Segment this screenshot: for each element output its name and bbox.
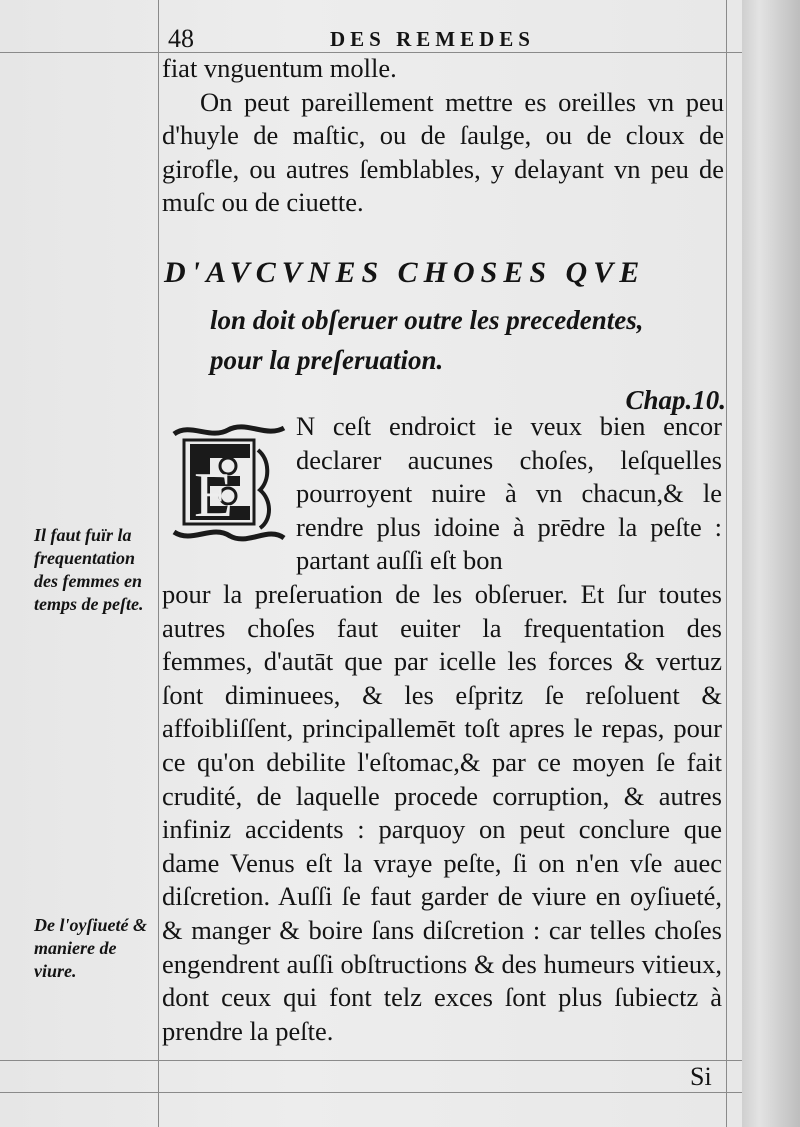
paragraph: On peut pareillement mettre es oreilles vn peu d'huyle de maſtic, ou de ſaulge, ou de cloux de girofle, ou autres ſemblables, y delayant vn peu de muſc ou de ciuette. [162, 86, 724, 217]
ruled-line-foot [0, 1092, 742, 1093]
subtitle-line: pour la preſeruation. [210, 345, 444, 375]
text-line: fiat vnguentum molle. [162, 53, 397, 83]
chapter-subtitle [210, 300, 726, 415]
page-header [168, 24, 728, 54]
subtitle-line: lon doit obſeruer outre les precedentes, [210, 305, 644, 335]
facing-page-edge [742, 0, 800, 1127]
margin-note-2: De l'oyſiueté & maniere de viure. [34, 915, 147, 981]
ruled-margin-left [158, 0, 159, 1127]
ruled-margin-right [726, 0, 727, 1127]
dropcap-letter: E [194, 459, 234, 530]
chapter-label: Chap.10. [625, 385, 726, 415]
wrapped-text: N ceſt endroict ie veux bien encor declarer aucunes choſes, leſquelles pourroyent nuire à vn chacun,& le rendre plus idoine à prēdre la peſte : partant auſſi eſt bon [296, 411, 722, 576]
page-number: 48 [168, 24, 194, 53]
chapter-title: D'AVCVNES CHOSES QVE [164, 256, 646, 289]
catchword: Si [690, 1062, 712, 1091]
main-paragraph [162, 410, 722, 1048]
running-title: DES REMEDES [330, 27, 535, 51]
margin-note-1: Il faut fuïr la frequentation des femmes en temps de peſte. [34, 525, 144, 614]
ruled-line-bottom [0, 1060, 742, 1061]
top-text-block [162, 52, 724, 220]
paragraph-continued: pour la preſeruation de les obſeruer. Et ſur toutes autres choſes faut euiter la frequentation des femmes, d'autāt que par icelle les forces & vertuz ſont diminuees, & les eſpritz ſe reſoluent & affoibliſſent, principallemēt toſt apres le repas, pour ce qu'on debilite l'eſtomac,& par ce moyen ſe fait crudité, de laquelle procede corruption, & autres infiniz accidents : parquoy on peut conclure que dame Venus eſt la vraye peſte, ſi on n'en vſe auec diſcretion. Auſſi ſe faut garder de viure en oyſiueté, & manger & boire ſans diſcretion : car telles choſes engendrent auſſi obſtructions & des humeurs vitieux, dont ceux qui font telz exces ſont plus ſubiectz à prendre la peſte. [162, 578, 722, 1046]
